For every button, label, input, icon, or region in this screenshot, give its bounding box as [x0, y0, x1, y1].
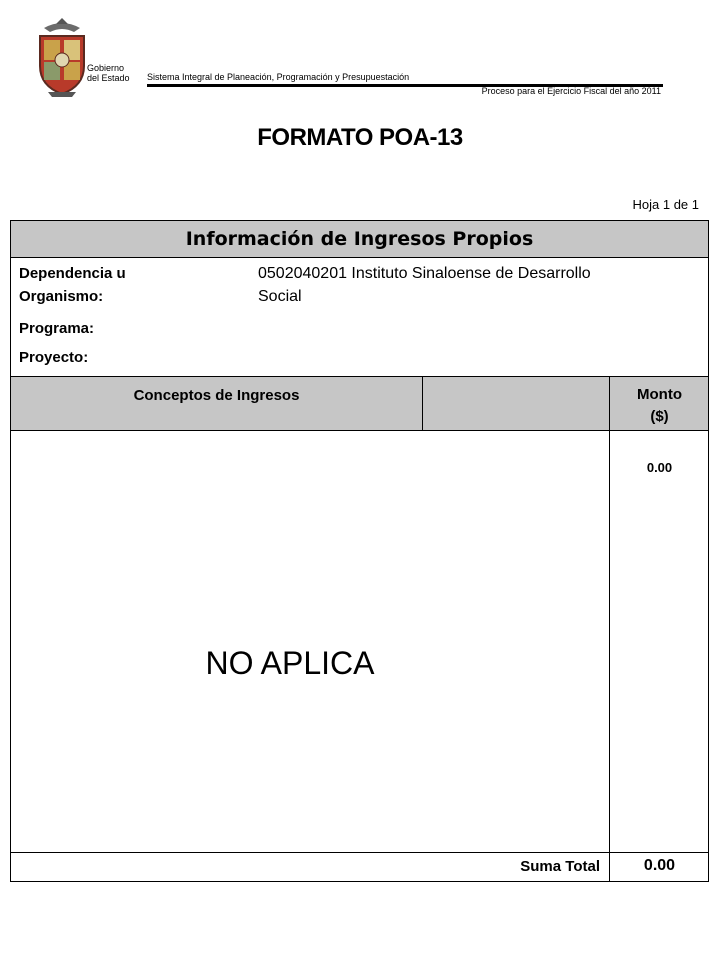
page-title: FORMATO POA-13 — [257, 124, 463, 151]
col-header-amount-line-2: ($) — [650, 408, 669, 425]
total-divider — [11, 852, 708, 853]
gov-line-1: Gobierno — [87, 63, 125, 73]
section-title: Información de Ingresos Propios — [11, 221, 708, 258]
dependencia-label-line-2: Organismo: — [19, 288, 104, 305]
state-coat-of-arms-icon — [34, 18, 90, 98]
dependencia-label — [19, 262, 126, 308]
form-frame — [10, 220, 709, 882]
col-separator-1 — [422, 376, 423, 431]
dependencia-value-line-1: 0502040201 Instituto Sinaloense de Desarrollo — [258, 265, 591, 282]
col-header-concepts: Conceptos de Ingresos — [133, 387, 300, 404]
amount-value: 0.00 — [646, 460, 673, 475]
process-label: Proceso para el Ejercicio Fiscal del año 2011 — [481, 86, 661, 96]
no-aplica-text: NO APLICA — [205, 645, 375, 681]
system-name: Sistema Integral de Planeación, Programación y Presupuestación — [147, 72, 410, 82]
total-label: Suma Total — [520, 858, 600, 875]
government-label — [87, 63, 130, 83]
dependencia-value — [258, 262, 698, 308]
page-number: Hoja 1 de 1 — [632, 197, 699, 212]
total-value: 0.00 — [643, 857, 676, 874]
col-header-amount-line-1: Monto — [637, 386, 682, 403]
programa-label: Programa: — [19, 320, 95, 337]
col-header-amount — [610, 384, 709, 428]
col-separator-amount — [609, 376, 610, 882]
dependencia-label-line-1: Dependencia u — [19, 265, 126, 282]
dependencia-value-line-2: Social — [258, 288, 302, 305]
gov-line-2: del Estado — [87, 73, 130, 83]
proyecto-label: Proyecto: — [19, 349, 89, 366]
